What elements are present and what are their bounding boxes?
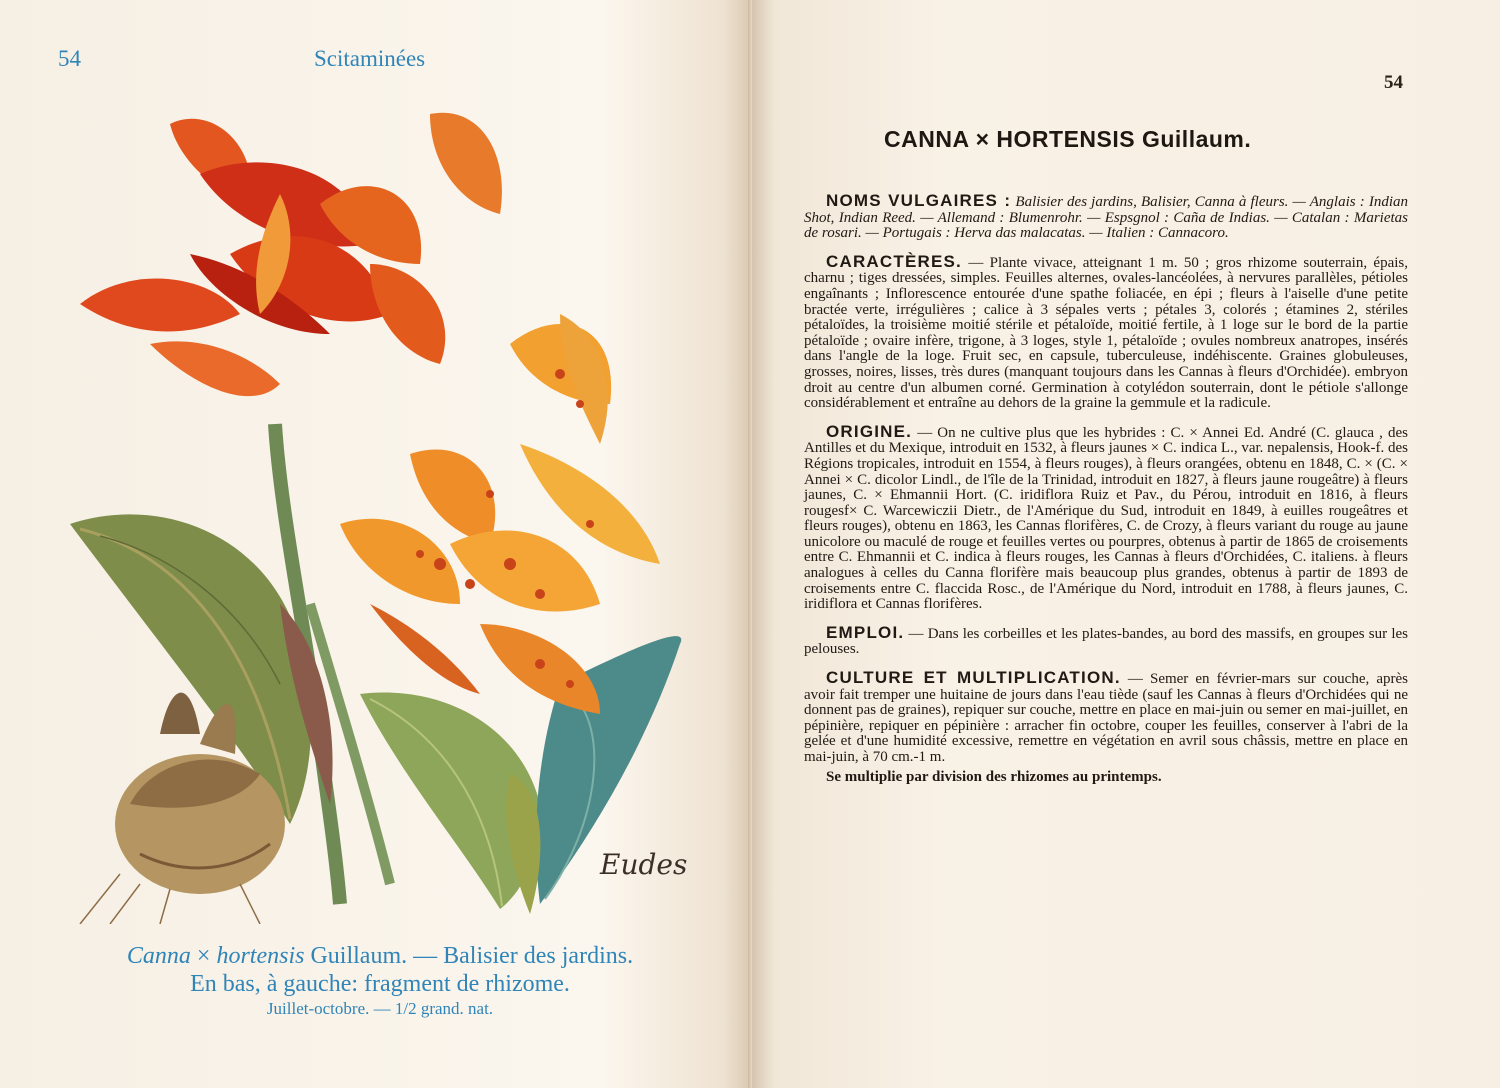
running-head: Scitaminées: [314, 46, 426, 71]
species-title: CANNA × HORTENSIS Guillaum.: [884, 126, 1252, 152]
orange-flower: [340, 314, 660, 714]
section-caracteres: CARACTÈRES. — Plante vivace, atteignant 1 m. 50 ; gros rhizome souterrain, épais, charnu ; tiges dressées, simples. Feuilles alternes, ovales-lancéolées, à nervures parallèles, pétioles engaînants ; Inflorescence entourée d'une spathe foliacée, en épi ; fleurs à l'aiselle d'une petite bractée verte, irrégulières ; calice à 3 sépales verts ; pétales 3, colorés ; étamines 2, stériles pétaloïdes, la troisième moitié stérile et pétaloïde, moitié fertile, à 1 loge sur le bord de la partie pétaloïde ; ovaire infère, trigone, à 3 loges, style 1, pétaloïde ; ovules nombreux anatropes, insérés dans l'angle de la loge. Fruit sec, en capsule, tuberculeuse, indéhiscente. Graines globuleuses, grosses, noires, lisses, très dures (manquant toujours dans les Cannas à fleurs d'Orchidée). embryon droit au centre d'un albumen corné. Germination à cotylédon souterrain, dont le pétiole s'allonge considérablement et entraîne au dehors de la graine la gemmule et la radicule.: [804, 251, 1408, 412]
section-emploi: EMPLOI. — Dans les corbeilles et les plates-bandes, au bord des massifs, en groupes sur les pelouses.: [804, 622, 1408, 658]
caption-line-1: Canna × hortensis Guillaum. — Balisier des jardins.: [126, 943, 634, 969]
artist-signature: Eudes: [600, 848, 688, 881]
red-flower: [80, 113, 502, 396]
canna-illustration: [40, 84, 700, 924]
plate-caption: [60, 942, 700, 1020]
section-noms-vulgaires: NOMS VULGAIRES : Balisier des jardins, Balisier, Canna à fleurs. — Anglais : Indian Shot, Indian Reed. — Allemand : Blumenrohr. — Espsgnol : Caña de Indias. — Catalan : Marietas de rosari. — Portugais : Herva das malacatas. — Italien : Cannacoro.: [804, 191, 1409, 242]
right-page-number: 54: [1384, 72, 1403, 93]
caption-line-2: En bas, à gauche: fragment de rhizome.: [190, 971, 570, 997]
section-origine: ORIGINE. — On ne cultive plus que les hybrides : C. × Annei Ed. André (C. glauca , des Antilles et du Mexique, introduit en 1532, à fleurs jaunes × C. indica L., var. nepalensis, Hook-f. des Régions tropicales, introduit en 1554, à fleurs rouges), à fleurs orangées, obtenu en 1848, C. × (C. × Annei × C. dicolor Lindl., de l'île de la Trinidad, introduit en 1827, à fleurs jaune rougeâtre) à fleurs jaunes, C. × Ehmannii Hort. (C. iridiflora Ruiz et Pav., du Pérou, introduit en 1816, à fleurs rougesf× C. Warcewiczii Dietr., de l'Amérique du Sud, introduit en 1849, à euilles rougeâtres et fleurs rouges), obtenu en 1863, les Cannas florifères, C. de Crozy, à fleurs variant du rouge au jaune unicolore ou maculé de rouge et feuilles vertes ou pourpres, obtenus à partir de 1865 de croisements entre C. Ehmannii et C. indica à fleurs rouges, les Cannas à fleurs d'Orchidées, C. italiens. à fleurs analogues à celles du Canna florifère mais beaucoup plus grandes, obtenus à partir de 1893 de croisements entre C. flaccida Rosc., de l'Amérique du Nord, introduit en 1788, à fleurs jaunes, C. iridiflora et Cannas florifères.: [804, 421, 1408, 613]
section-culture: CULTURE ET MULTIPLICATION. — Semer en février-mars sur couche, après avoir fait tremper une huitaine de jours dans l'eau tiède (sauf les Cannas à fleurs d'Orchidées qui ne donnent pas de graines), repiquer sur couche, mettre en place en mai-juin ou semer en mai-juillet, en pépinière, repiquer en pépinière : arracher fin octobre, couper les feuilles, conserver à l'abri de la gelée et d'une humidité excessive, remettre en végétation en avril sous châssis, mettre en place en mai-juin, à 70 cm.-1 m.: [804, 668, 1408, 765]
left-page-number: 54: [58, 46, 81, 71]
section-multiplication: Se multiplie par division des rhizomes au printemps.: [826, 768, 1162, 785]
caption-line-3: Juillet-octobre. — 1/2 grand. nat.: [266, 999, 494, 1018]
species-description: [804, 193, 1408, 797]
